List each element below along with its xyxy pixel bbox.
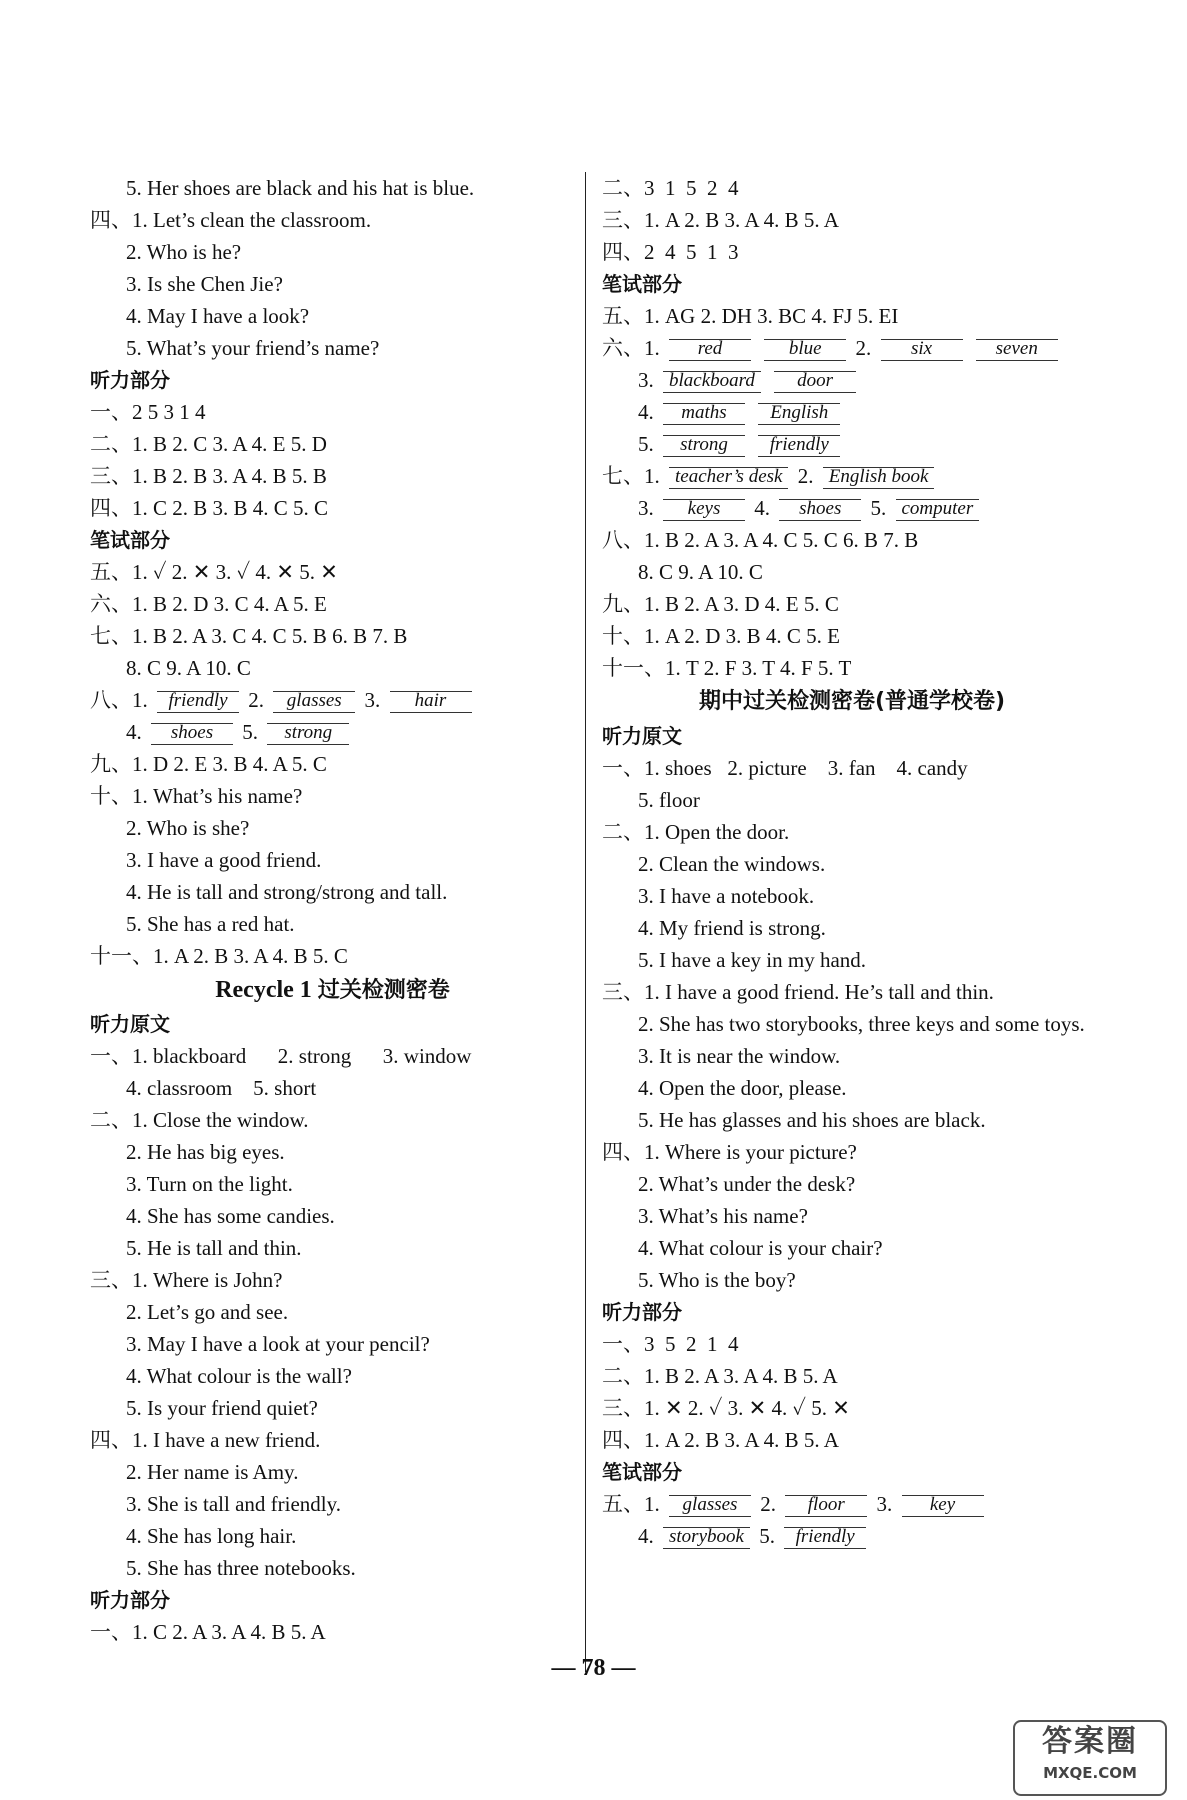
handwritten-answer: strong bbox=[663, 435, 745, 457]
answer-line: 二、1. Open the door. bbox=[602, 820, 790, 844]
answer-line: 5. Who is the boy? bbox=[638, 1268, 796, 1292]
answer-line: 四、1. A 2. B 3. A 4. B 5. A bbox=[602, 1428, 839, 1452]
handwritten-answer: glasses bbox=[273, 691, 355, 713]
handwriting-line bbox=[602, 460, 1102, 492]
section-heading: 笔试部分 bbox=[90, 528, 170, 552]
answer-line: 4. What colour is the wall? bbox=[126, 1364, 352, 1388]
item-number: 八、1. bbox=[90, 688, 148, 712]
answer-line: 5. She has a red hat. bbox=[126, 912, 295, 936]
handwriting-line bbox=[90, 716, 575, 748]
answer-line: 3. I have a notebook. bbox=[638, 884, 815, 908]
answer-line: 4. She has long hair. bbox=[126, 1524, 297, 1548]
answer-line: 5. He has glasses and his shoes are black. bbox=[638, 1108, 986, 1132]
answer-line: 3. She is tall and friendly. bbox=[126, 1492, 342, 1516]
answer-line: 3. What’s his name? bbox=[638, 1204, 808, 1228]
handwritten-answer: English book bbox=[823, 467, 935, 489]
section-heading: 笔试部分 bbox=[602, 1460, 682, 1484]
handwritten-answer: friendly bbox=[157, 691, 239, 713]
handwritten-answer: shoes bbox=[151, 723, 233, 745]
item-number: 2. bbox=[855, 336, 872, 360]
answer-line: 十一、1. A 2. B 3. A 4. B 5. C bbox=[90, 944, 348, 968]
answer-line: 二、1. Close the window. bbox=[90, 1108, 309, 1132]
answer-line: 三、1. ✕ 2. ✓ 3. ✕ 4. ✓ 5. ✕ bbox=[602, 1396, 850, 1420]
handwritten-answer: six bbox=[881, 339, 963, 361]
answer-line: 一、1. blackboard 2. strong 3. window bbox=[90, 1044, 472, 1068]
answer-line: 二、3 1 5 2 4 bbox=[602, 176, 739, 200]
handwriting-line bbox=[602, 364, 1102, 396]
answer-line: 三、1. I have a good friend. He’s tall and thin. bbox=[602, 980, 994, 1004]
answer-line: 四、1. Where is your picture? bbox=[602, 1140, 857, 1164]
handwriting-line bbox=[602, 1488, 1102, 1520]
handwritten-answer: keys bbox=[663, 499, 745, 521]
handwritten-answer: blue bbox=[764, 339, 846, 361]
answer-line: 3. Is she Chen Jie? bbox=[126, 272, 283, 296]
answer-line: 四、1. C 2. B 3. B 4. C 5. C bbox=[90, 496, 329, 520]
handwritten-answer: storybook bbox=[663, 1527, 750, 1549]
item-number: 5. bbox=[870, 496, 887, 520]
answer-line: 四、2 4 5 1 3 bbox=[602, 240, 739, 264]
item-number: 5. bbox=[242, 720, 258, 744]
page-number: — 78 — bbox=[551, 1655, 636, 1681]
answer-line: 三、1. Where is John? bbox=[90, 1268, 283, 1292]
answer-line: 三、1. B 2. B 3. A 4. B 5. B bbox=[90, 464, 327, 488]
handwritten-answer: key bbox=[902, 1495, 984, 1517]
handwritten-answer: blackboard bbox=[663, 371, 761, 393]
handwritten-answer: door bbox=[774, 371, 856, 393]
handwriting-line bbox=[602, 396, 1102, 428]
handwritten-answer: computer bbox=[896, 499, 980, 521]
answer-line: 二、1. B 2. C 3. A 4. E 5. D bbox=[90, 432, 327, 456]
answer-line: 4. My friend is strong. bbox=[638, 916, 826, 940]
section-title-en: Recycle 1 bbox=[215, 977, 312, 1003]
answer-line: 九、1. D 2. E 3. B 4. A 5. C bbox=[90, 752, 327, 776]
handwritten-answer: red bbox=[669, 339, 751, 361]
handwriting-line bbox=[602, 492, 1102, 524]
item-number: 五、1. bbox=[602, 1492, 660, 1516]
answer-line: 十、1. A 2. D 3. B 4. C 5. E bbox=[602, 624, 841, 648]
section-title bbox=[90, 972, 575, 1008]
answer-line: 一、1. shoes 2. picture 3. fan 4. candy bbox=[602, 756, 968, 780]
section-heading: 听力部分 bbox=[90, 1588, 170, 1612]
watermark-logo bbox=[1013, 1720, 1167, 1796]
handwritten-answer: seven bbox=[976, 339, 1058, 361]
answer-line: 5. What’s your friend’s name? bbox=[126, 336, 380, 360]
item-number: 3. bbox=[638, 496, 654, 520]
item-number: 3. bbox=[876, 1492, 893, 1516]
item-number: 2. bbox=[248, 688, 264, 712]
handwritten-answer: shoes bbox=[779, 499, 861, 521]
answer-line: 2. He has big eyes. bbox=[126, 1140, 285, 1164]
section-title: 期中过关检测密卷(普通学校卷) bbox=[698, 689, 1006, 714]
handwritten-answer: friendly bbox=[784, 1527, 866, 1549]
answer-line: 3. May I have a look at your pencil? bbox=[126, 1332, 430, 1356]
answer-line: 一、1. C 2. A 3. A 4. B 5. A bbox=[90, 1620, 326, 1644]
answer-line: 三、1. A 2. B 3. A 4. B 5. A bbox=[602, 208, 839, 232]
handwriting-line bbox=[90, 684, 575, 716]
item-number: 4. bbox=[754, 496, 770, 520]
section-title-cn: 过关检测密卷 bbox=[317, 978, 450, 1003]
section-heading: 听力部分 bbox=[90, 368, 170, 392]
right-column bbox=[602, 172, 1102, 1552]
handwriting-line bbox=[602, 332, 1102, 364]
answer-line: 4. He is tall and strong/strong and tall. bbox=[126, 880, 448, 904]
answer-line: 六、1. B 2. D 3. C 4. A 5. E bbox=[90, 592, 327, 616]
answer-line: 一、3 5 2 1 4 bbox=[602, 1332, 739, 1356]
answer-line: 2. Who is she? bbox=[126, 816, 250, 840]
answer-line: 4. classroom 5. short bbox=[126, 1076, 317, 1100]
answer-line: 九、1. B 2. A 3. D 4. E 5. C bbox=[602, 592, 839, 616]
answer-line: 四、1. Let’s clean the classroom. bbox=[90, 208, 372, 232]
item-number: 5. bbox=[759, 1524, 775, 1548]
section-heading: 听力原文 bbox=[90, 1012, 170, 1036]
handwriting-line bbox=[602, 1520, 1102, 1552]
answer-line: 2. Clean the windows. bbox=[638, 852, 826, 876]
answer-line: 4. Open the door, please. bbox=[638, 1076, 847, 1100]
answer-line: 2. Her name is Amy. bbox=[126, 1460, 299, 1484]
answer-line: 十、1. What’s his name? bbox=[90, 784, 303, 808]
handwritten-answer: hair bbox=[390, 691, 472, 713]
answer-line: 4. She has some candies. bbox=[126, 1204, 335, 1228]
answer-line: 5. Is your friend quiet? bbox=[126, 1396, 318, 1420]
item-number: 2. bbox=[797, 464, 814, 488]
column-divider bbox=[585, 172, 586, 1672]
item-number: 六、1. bbox=[602, 336, 660, 360]
answer-line: 四、1. I have a new friend. bbox=[90, 1428, 321, 1452]
answer-line: 3. Turn on the light. bbox=[126, 1172, 293, 1196]
answer-line: 4. What colour is your chair? bbox=[638, 1236, 883, 1260]
item-number: 4. bbox=[638, 400, 654, 424]
answer-line: 5. Her shoes are black and his hat is blue. bbox=[126, 176, 475, 200]
answer-line: 2. Who is he? bbox=[126, 240, 242, 264]
item-number: 2. bbox=[760, 1492, 776, 1516]
handwritten-answer: glasses bbox=[669, 1495, 751, 1517]
handwritten-answer: strong bbox=[267, 723, 349, 745]
answer-line: 5. I have a key in my hand. bbox=[638, 948, 867, 972]
answer-line: 8. C 9. A 10. C bbox=[638, 560, 763, 584]
section-heading: 听力原文 bbox=[602, 724, 682, 748]
answer-line: 一、2 5 3 1 4 bbox=[90, 400, 206, 424]
answer-line: 十一、1. T 2. F 3. T 4. F 5. T bbox=[602, 656, 852, 680]
answer-line: 3. I have a good friend. bbox=[126, 848, 322, 872]
left-column bbox=[90, 172, 575, 1648]
item-number: 4. bbox=[126, 720, 142, 744]
section-heading: 听力部分 bbox=[602, 1300, 682, 1324]
item-number: 3. bbox=[638, 368, 654, 392]
answer-line: 4. May I have a look? bbox=[126, 304, 310, 328]
answer-line: 五、1. AG 2. DH 3. BC 4. FJ 5. EI bbox=[602, 304, 899, 328]
answer-line: 八、1. B 2. A 3. A 4. C 5. C 6. B 7. B bbox=[602, 528, 919, 552]
answer-line: 七、1. B 2. A 3. C 4. C 5. B 6. B 7. B bbox=[90, 624, 408, 648]
answer-line: 5. He is tall and thin. bbox=[126, 1236, 302, 1260]
answer-line: 五、1. ✓ 2. ✕ 3. ✓ 4. ✕ 5. ✕ bbox=[90, 560, 338, 584]
item-number: 七、1. bbox=[602, 464, 660, 488]
item-number: 5. bbox=[638, 432, 654, 456]
handwritten-answer: floor bbox=[785, 1495, 867, 1517]
handwritten-answer: teacher’s desk bbox=[669, 467, 788, 489]
watermark-url: MXQE.COM bbox=[1043, 1764, 1137, 1782]
section-heading: 笔试部分 bbox=[602, 272, 682, 296]
watermark-text: 答案圈 bbox=[1042, 1724, 1138, 1759]
handwriting-line bbox=[602, 428, 1102, 460]
answer-line: 2. What’s under the desk? bbox=[638, 1172, 856, 1196]
answer-line: 二、1. B 2. A 3. A 4. B 5. A bbox=[602, 1364, 838, 1388]
handwritten-answer: friendly bbox=[758, 435, 840, 457]
handwritten-answer: maths bbox=[663, 403, 745, 425]
answer-line: 5. She has three notebooks. bbox=[126, 1556, 356, 1580]
handwritten-answer: English bbox=[758, 403, 840, 425]
answer-line: 2. She has two storybooks, three keys and some toys. bbox=[638, 1012, 1085, 1036]
answer-line: 5. floor bbox=[638, 788, 700, 812]
answer-line: 8. C 9. A 10. C bbox=[126, 656, 251, 680]
answer-line: 2. Let’s go and see. bbox=[126, 1300, 289, 1324]
answer-line: 3. It is near the window. bbox=[638, 1044, 841, 1068]
item-number: 4. bbox=[638, 1524, 654, 1548]
item-number: 3. bbox=[364, 688, 381, 712]
